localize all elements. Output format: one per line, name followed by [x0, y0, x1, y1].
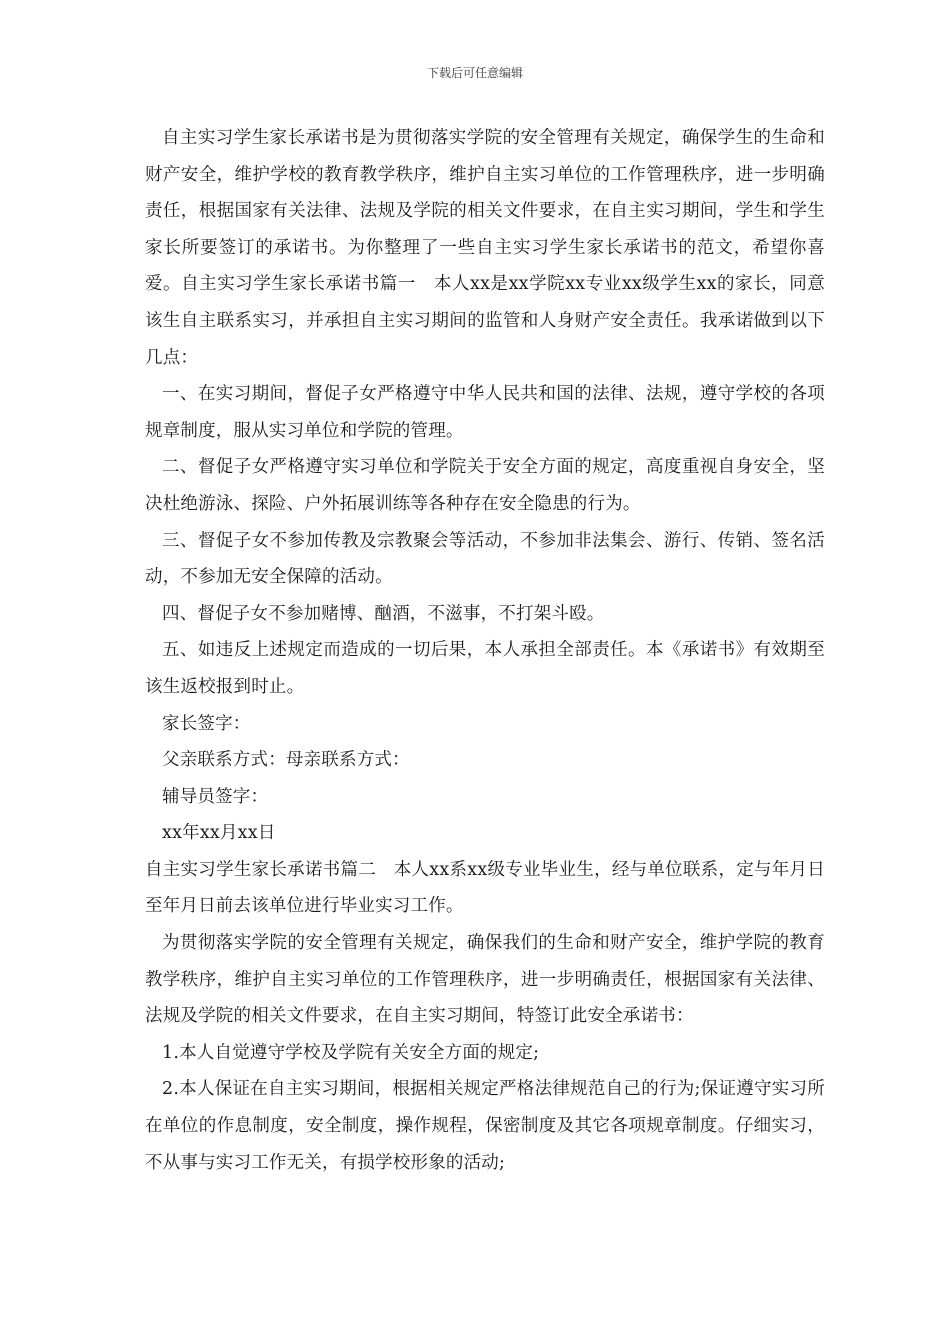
- document-body: [145, 120, 825, 1181]
- commitment-item-1: 1.本人自觉遵守学校及学院有关安全方面的规定;: [162, 1042, 540, 1063]
- clause-1: 一、在实习期间，督促子女严格遵守中华人民共和国的法律、法规，遵守学校的各项规章制度，服从实习单位和学院的管理。: [145, 384, 825, 441]
- page-header-note: 下载后可任意编辑: [426, 66, 523, 80]
- second-template-intro: 自主实习学生家长承诺书篇二 本人xx系xx级专业毕业生，经与单位联系，定与年月日至年月日前去该单位进行毕业实习工作。: [145, 859, 825, 917]
- clause-3: 三、督促子女不参加传教及宗教聚会等活动，不参加非法集会、游行、传销、签名活动，不参加无安全保障的活动。: [145, 530, 825, 588]
- intro-paragraph: 自主实习学生家长承诺书是为贯彻落实学院的安全管理有关规定，确保学生的生命和财产安全，维护学校的教育教学秩序，维护自主实习单位的工作管理秩序，进一步明确责任，根据国家有关法律、法规及学院的相关文件要求，在自主实习期间，学生和学生家长所要签订的承诺书。为你整理了一些自主实习学生家长承诺书的范文，希望你喜爱。自主实习学生家长承诺书篇一 本人xx是xx学院xx专业xx级学生xx的家长，同意该生自主联系实习，并承担自主实习期间的监管和人身财产安全责任。我承诺做到以下几点：: [145, 128, 825, 368]
- clause-4: 四、督促子女不参加赌博、酗酒，不滋事，不打架斗殴。: [162, 603, 605, 624]
- date-line: xx年xx月xx日: [162, 823, 276, 844]
- parent-contact-line: 父亲联系方式：母亲联系方式：: [162, 750, 410, 771]
- clause-5: 五、如违反上述规定而造成的一切后果，本人承担全部责任。本《承诺书》有效期至该生返校报到时止。: [145, 640, 825, 697]
- second-template-purpose: 为贯彻落实学院的安全管理有关规定，确保我们的生命和财产安全，维护学院的教育教学秩序，维护自主实习单位的工作管理秩序，进一步明确责任，根据国家有关法律、法规及学院的相关文件要求，在自主实习期间，特签订此安全承诺书：: [145, 933, 825, 1027]
- counselor-signature-line: 辅导员签字：: [162, 786, 269, 807]
- clause-2: 二、督促子女严格遵守实习单位和学院关于安全方面的规定，高度重视自身安全，坚决杜绝游泳、探险、户外拓展训练等各种存在安全隐患的行为。: [145, 457, 825, 514]
- commitment-item-2: 2.本人保证在自主实习期间，根据相关规定严格法律规范自己的行为;保证遵守实习所在单位的作息制度，安全制度，操作规程，保密制度及其它各项规章制度。仔细实习，不从事与实习工作无关，有损学校形象的活动;: [145, 1079, 825, 1173]
- parent-signature-line: 家长签字：: [162, 713, 251, 734]
